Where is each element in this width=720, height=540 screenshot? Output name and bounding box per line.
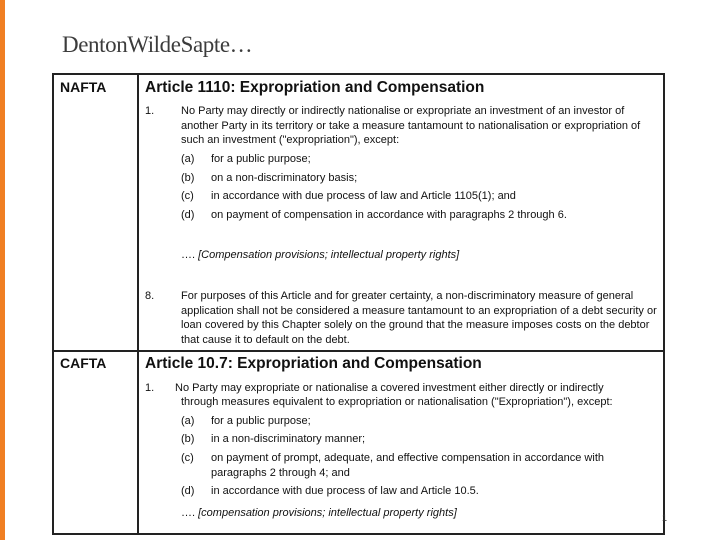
nafta-p8-number: 8. [145,290,155,302]
row-divider [52,350,665,352]
nafta-item-d-text: on payment of compensation in accordance with paragraphs 2 through 6. [211,209,567,221]
nafta-item-b-label: (b) [181,172,195,184]
cafta-item-d-text: in accordance with due process of law and Article 10.5. [211,485,479,497]
nafta-item-c-text: in accordance with due process of law and Article 1105(1); and [211,190,516,202]
cafta-p1-number: 1. [145,382,155,394]
company-logo: DentonWildeSapte… [62,32,253,57]
nafta-item-a-label: (a) [181,153,195,165]
nafta-item-b-text: on a non-discriminatory basis; [211,172,358,184]
nafta-heading: Article 1110: Expropriation and Compensation [145,79,485,96]
page-number: 1 [662,513,668,523]
cafta-item-b-text: in a non-discriminatory manner; [211,433,366,445]
nafta-note: [Compensation provisions; intellectual property rights] [198,249,460,261]
nafta-p1-number: 1. [145,105,155,117]
cafta-item-a-text: for a public purpose; [211,415,311,427]
cafta-omitted-provisions [181,506,457,521]
cafta-label: CAFTA [60,355,107,371]
accent-bar [0,0,5,540]
cafta-item-c-text: on payment of prompt, adequate, and effective compensation in accordance with paragraphs 2 through 4; and [211,452,604,479]
nafta-item-a-text: for a public purpose; [211,153,311,165]
nafta-item-d-label: (d) [181,209,195,221]
cafta-item-b-label: (b) [181,433,195,445]
cafta-note: [compensation provisions; intellectual property rights] [198,507,457,519]
nafta-p8-text: For purposes of this Article and for greater certainty, a non-discriminatory measure of general application shall not be considered a measure tantamount to an expropriation of a debt security or loan covered by this Chapter solely on the ground that the measure imposes costs on the debtor that cause it to default on the debt. [181,290,657,346]
nafta-label: NAFTA [60,79,107,95]
cafta-p1-rest: through measures equivalent to expropriation or nationalisation ("Expropriation"), except: [181,396,613,408]
nafta-p1-text: No Party may directly or indirectly nationalise or expropriate an investment of an investor of another Party in its territory or take a measure tantamount to nationalisation or expropriation of such an investment ("expropriation"), except: [181,105,641,146]
cafta-item-d-label: (d) [181,485,195,497]
cafta-ellipsis: …. [181,507,196,519]
cafta-heading: Article 10.7: Expropriation and Compensation [145,355,482,372]
nafta-omitted-provisions [181,248,459,263]
cafta-item-c-label: (c) [181,452,194,464]
nafta-item-c-label: (c) [181,190,194,202]
cafta-p1-first-line: No Party may expropriate or nationalise a covered investment either directly or indirectly [175,382,604,394]
nafta-ellipsis: …. [181,249,196,261]
cafta-item-a-label: (a) [181,415,195,427]
column-divider [137,73,139,535]
